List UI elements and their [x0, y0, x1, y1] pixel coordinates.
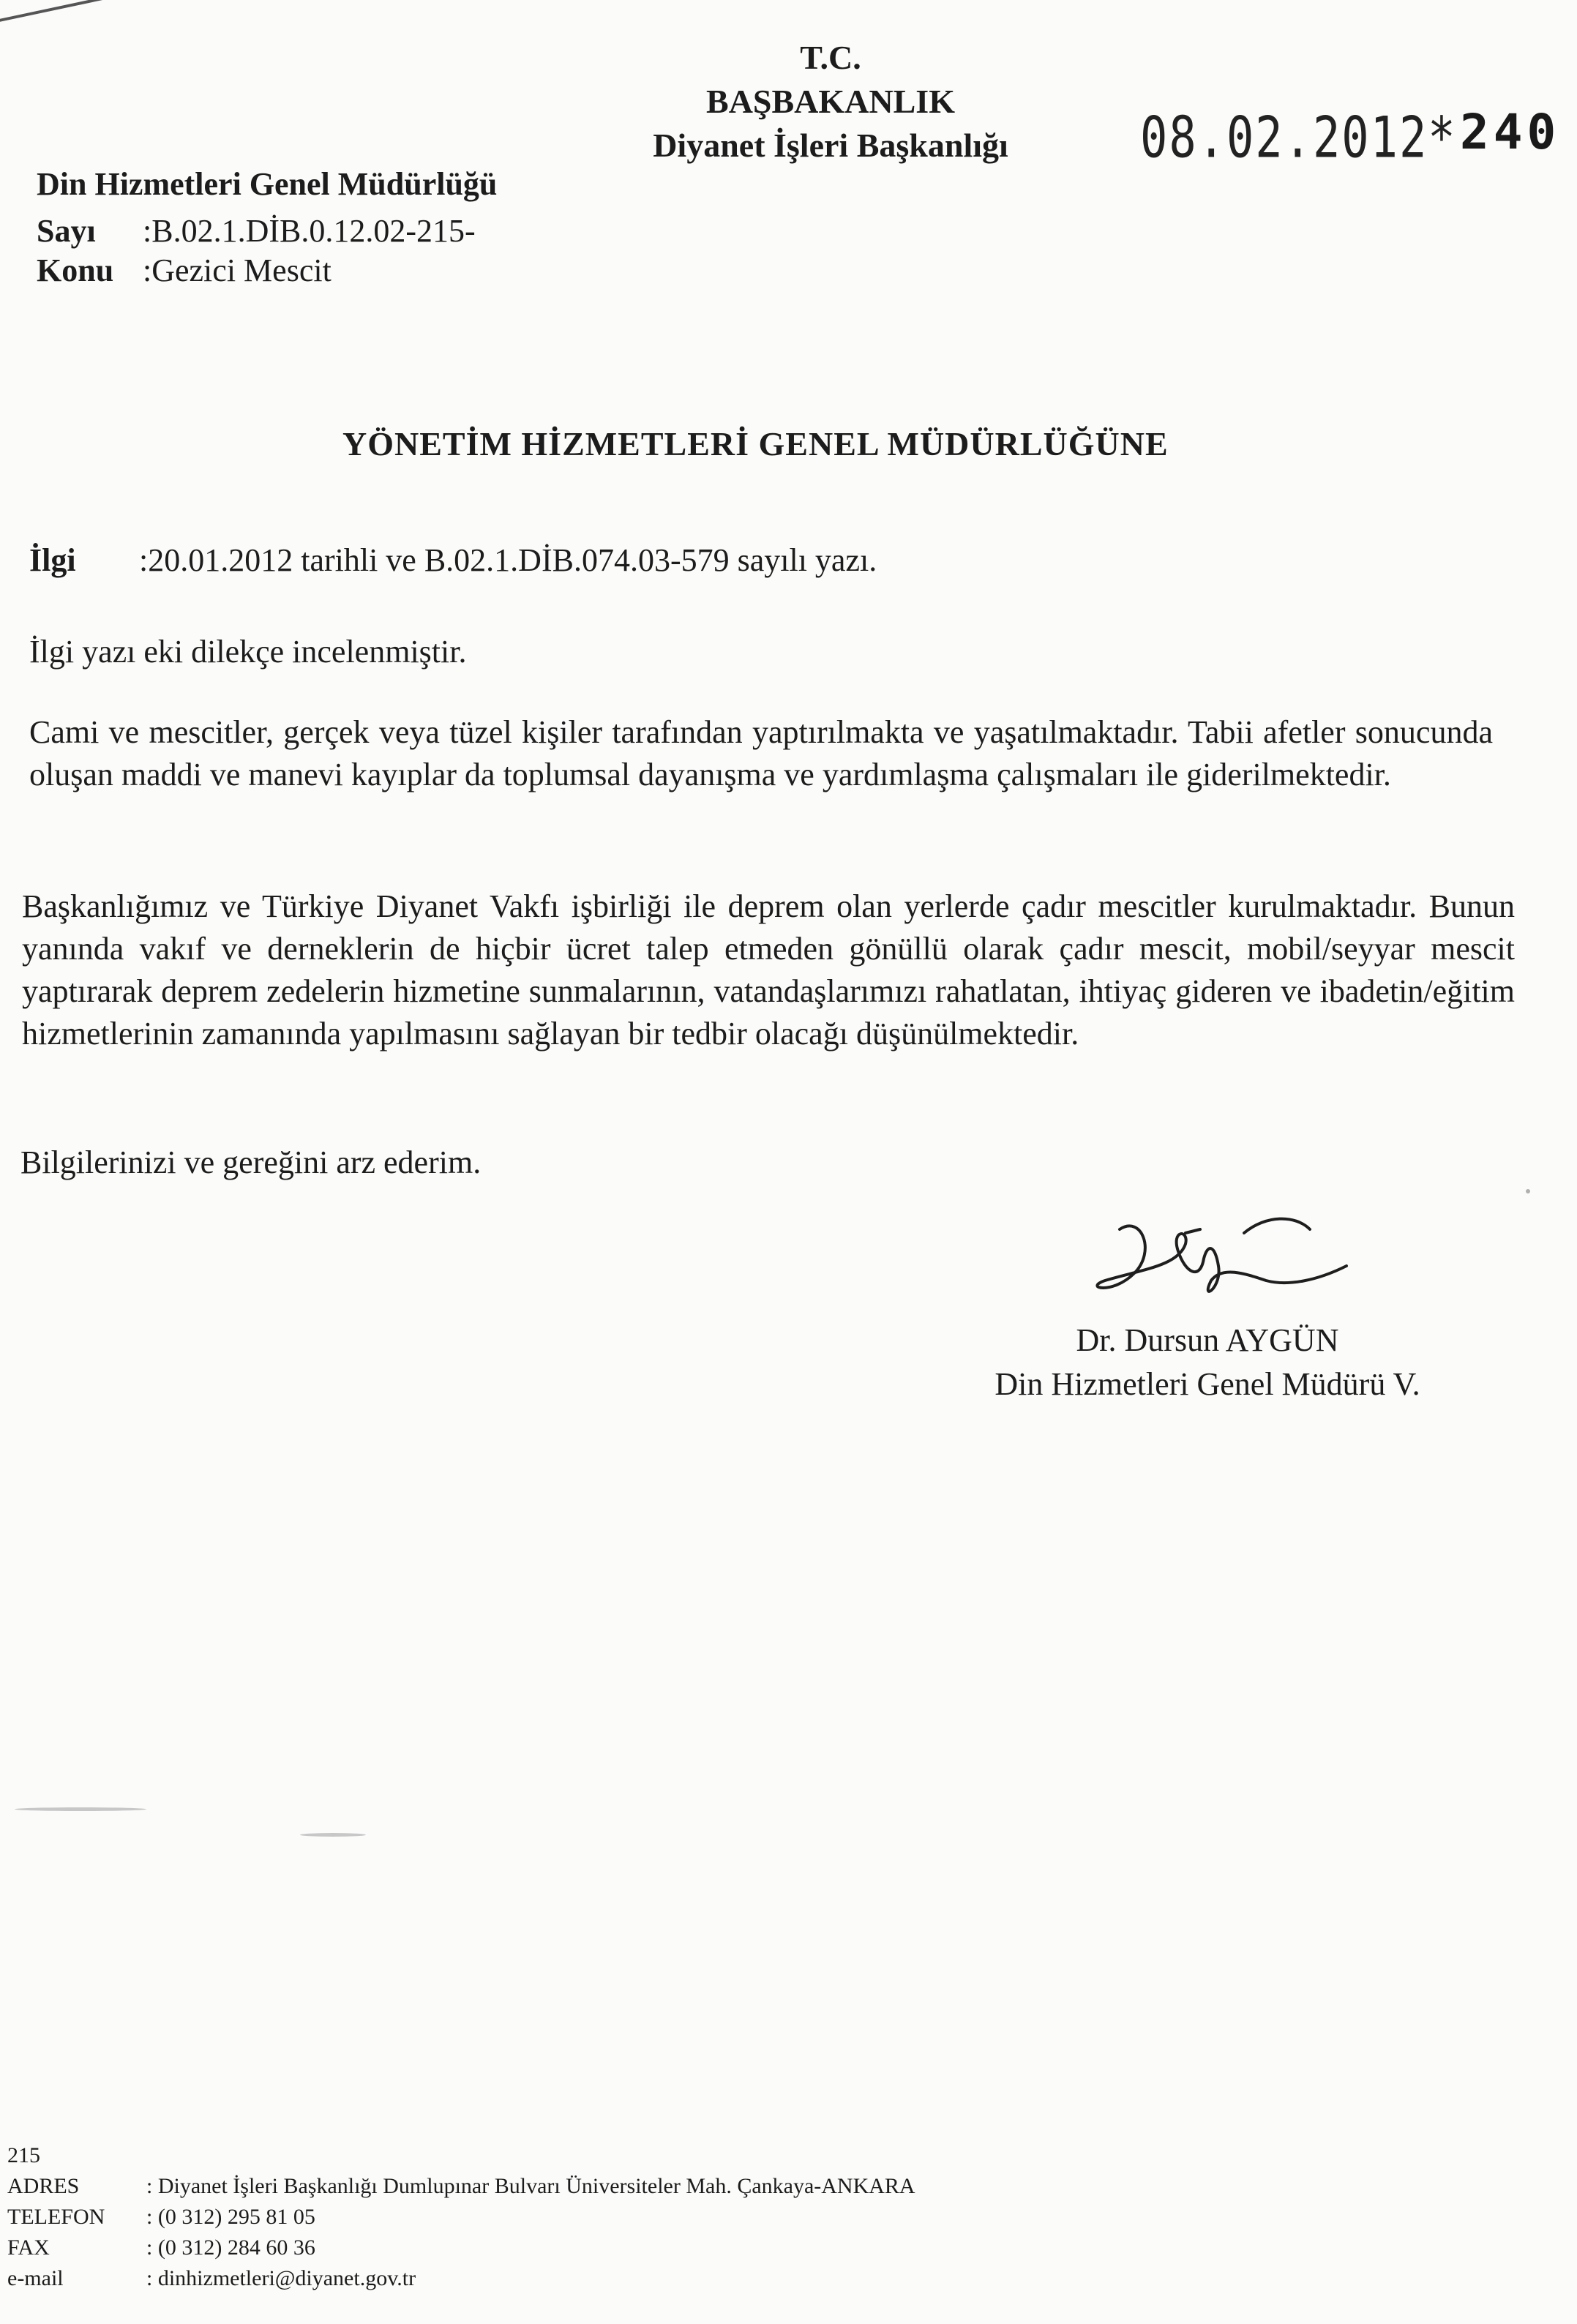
konu-label: Konu — [37, 252, 114, 288]
footer-email-value: : dinhizmetleri@diyanet.gov.tr — [146, 2266, 416, 2290]
footer-code: 215 — [7, 2143, 40, 2167]
paragraph-4: Bilgilerinizi ve gereğini arz ederim. — [20, 1144, 482, 1180]
footer-address-value: : Diyanet İşleri Başkanlığı Dumlupınar Bulvarı Üniversiteler Mah. Çankaya-ANKARA — [146, 2174, 915, 2198]
paragraph-2: Cami ve mescitler, gerçek veya tüzel kişiler tarafından yaptırılmakta ve yaşatılmaktadır. Tabii afetler sonucunda oluşan maddi ve manevi kayıplar da toplumsal dayanışma ve yardımlaşma çalışmaları ile giderilmektedir. — [29, 714, 1493, 792]
footer-fax-label: FAX — [7, 2235, 50, 2260]
sayi-label: Sayı — [37, 213, 96, 249]
footer-email-label: e-mail — [7, 2266, 64, 2290]
signatory-title: Din Hizmetleri Genel Müdürü V. — [994, 1366, 1420, 1402]
footer-fax — [7, 2233, 315, 2263]
ilgi-label: İlgi — [29, 542, 76, 578]
header-tc: T.C. — [800, 39, 861, 76]
scan-noise — [300, 1833, 366, 1837]
header-basbakanlik: BAŞBAKANLIK — [706, 83, 955, 120]
scan-edge-mark — [0, 0, 172, 25]
scan-noise — [15, 1807, 146, 1811]
handwritten-signature — [1076, 1200, 1368, 1317]
header-diyanet: Diyanet İşleri Başkanlığı — [653, 127, 1008, 164]
footer-fax-value: : (0 312) 284 60 36 — [146, 2235, 315, 2260]
sender-unit: Din Hizmetleri Genel Müdürlüğü — [37, 166, 498, 202]
paragraph-1: İlgi yazı eki dilekçe incelenmiştir. — [29, 634, 467, 670]
footer-phone-value: : (0 312) 295 81 05 — [146, 2205, 315, 2229]
footer-phone-label: TELEFON — [7, 2205, 105, 2229]
footer-address — [7, 2172, 915, 2201]
sayi-line — [37, 212, 476, 250]
addressee-title: YÖNETİM HİZMETLERİ GENEL MÜDÜRLÜĞÜNE — [342, 425, 1169, 462]
stamp-number: 240 — [1460, 104, 1561, 160]
scan-noise — [1526, 1189, 1530, 1193]
konu-value: :Gezici Mescit — [143, 252, 331, 288]
signatory-name: Dr. Dursun AYGÜN — [1076, 1322, 1339, 1358]
sayi-value: :B.02.1.DİB.0.12.02-215- — [143, 213, 476, 249]
paragraph-3: Başkanlığımız ve Türkiye Diyanet Vakfı işbirliği ile deprem olan yerlerde çadır mescitler kurulmaktadır. Bunun yanında vakıf ve derneklerin de hiçbir ücret talep etmeden gönüllü olarak çadır mescit, mobil/seyyar mescit yaptırarak deprem zedelerin hizmetine sunmalarının, vatandaşlarımızı rahatlatan, ihtiyaç gideren ve ibadetin/eğitim hizmetlerinin zamanında yapılmasını sağlayan bir tedbir olacağı düşünülmektedir. — [22, 888, 1515, 1052]
ilgi-line — [29, 541, 877, 579]
footer-address-label: ADRES — [7, 2174, 80, 2198]
footer-phone — [7, 2203, 315, 2232]
konu-line — [37, 252, 331, 289]
stamp-date: 08.02.2012* — [1140, 104, 1457, 171]
ilgi-value: :20.01.2012 tarihli ve B.02.1.DİB.074.03-579 sayılı yazı. — [139, 542, 877, 578]
footer-email — [7, 2264, 416, 2293]
